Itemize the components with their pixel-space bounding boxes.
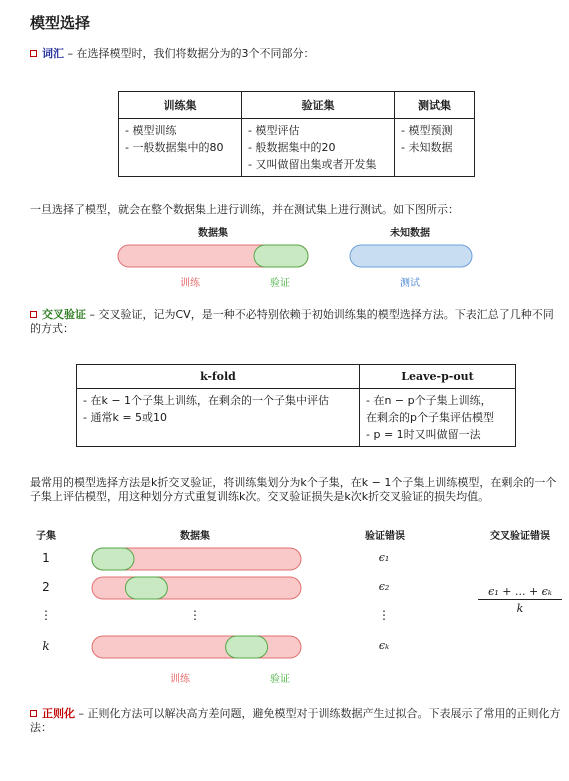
cv-paragraph: [30, 308, 562, 336]
reg-text: – 正则化方法可以解决高方差问题，避免模型对于训练数据产生过拟合。下表展示了常用的正则化方法：: [30, 707, 561, 734]
cv-error-numerator: ϵ₁ + ... + ϵₖ: [478, 585, 562, 600]
cv-keyword: 交叉验证: [42, 308, 86, 321]
subset-label-dots: ⋮: [40, 608, 52, 622]
vocab-text: – 在选择模型时，我们将数据分为的3个不同部分：: [64, 47, 315, 60]
cell-val: - 模型评估 - 般数据集中的20 - 又叫做留出集或者开发集: [242, 119, 395, 177]
subset-label-1: 1: [42, 551, 50, 565]
vocab-paragraph: [30, 47, 562, 61]
dataset-label: 数据集: [198, 228, 228, 239]
cv-error-header: 交叉验证错误: [490, 531, 550, 542]
subset-label-2: 2: [42, 580, 50, 594]
header-leave-p-out: Leave-p-out: [360, 365, 516, 389]
kfold-val-segment: [92, 548, 134, 570]
subset-header: 子集: [36, 531, 56, 542]
regularization-paragraph: [30, 707, 562, 735]
val-error-2: ϵ₂: [378, 580, 390, 593]
cv-error-denominator: k: [516, 602, 524, 615]
cell-leave-p-out: - 在n − p个子集上训练， 在剩余的p个子集评估模型 - p = 1时又叫做留一法: [360, 389, 516, 447]
square-bullet-icon: [30, 311, 37, 318]
val-error-header: 验证错误: [365, 531, 405, 542]
dataset-vdots: ⋮: [189, 608, 201, 622]
kfold-val-segment: [125, 577, 167, 599]
kfold-train-label: 训练: [170, 674, 190, 685]
kfold-paragraph: 最常用的模型选择方法是k折交叉验证，将训练集划分为k个子集，在k − 1个子集上训练模型，在剩余的一个子集上评估模型，用这种划分方式重复训练k次。交叉验证损失是k次k折交叉验证的损失均值。: [30, 476, 557, 503]
val-label: 验证: [270, 278, 290, 289]
val-error-1: ϵ₁: [378, 551, 390, 564]
cv-methods-table: [76, 364, 516, 447]
cell-kfold: - 在k − 1个子集上训练，在剩余的一个子集中评估 - 通常k = 5或10: [77, 389, 360, 447]
kfold-train-bar: [92, 636, 301, 658]
final-training-paragraph: 一旦选择了模型，就会在整个数据集上进行训练，并在测试集上进行测试。如下图所示：: [30, 203, 459, 216]
val-error-dots: ⋮: [378, 608, 390, 622]
split-diagram: [116, 243, 476, 269]
header-kfold: k-fold: [77, 365, 360, 389]
cell-train: - 模型训练 - 一般数据集中的80: [119, 119, 242, 177]
val-error-k: ϵₖ: [378, 639, 390, 652]
square-bullet-icon: [30, 710, 37, 717]
kfold-val-label: 验证: [270, 674, 290, 685]
val-bar: [254, 245, 308, 267]
kfold-diagram: [90, 544, 305, 664]
header-val: 验证集: [242, 92, 395, 119]
dataset-split-table: [118, 91, 475, 177]
kfold-train-bar: [92, 577, 301, 599]
test-label: 测试: [400, 278, 420, 289]
cv-text: – 交叉验证，记为CV，是一种不必特别依赖于初始训练集的模型选择方法。下表汇总了几种不同的方式：: [30, 308, 554, 335]
dataset-header: 数据集: [180, 531, 210, 542]
kfold-val-segment: [226, 636, 268, 658]
train-label: 训练: [180, 278, 200, 289]
cell-test: - 模型预测 - 未知数据: [395, 119, 475, 177]
unknown-data-label: 未知数据: [390, 228, 430, 239]
reg-keyword: 正则化: [42, 707, 75, 720]
header-test: 测试集: [395, 92, 475, 119]
subset-label-k: k: [42, 639, 50, 653]
vocab-keyword: 词汇: [42, 47, 64, 60]
header-train: 训练集: [119, 92, 242, 119]
test-bar: [350, 245, 472, 267]
section-title: 模型选择: [30, 14, 91, 32]
square-bullet-icon: [30, 50, 37, 57]
